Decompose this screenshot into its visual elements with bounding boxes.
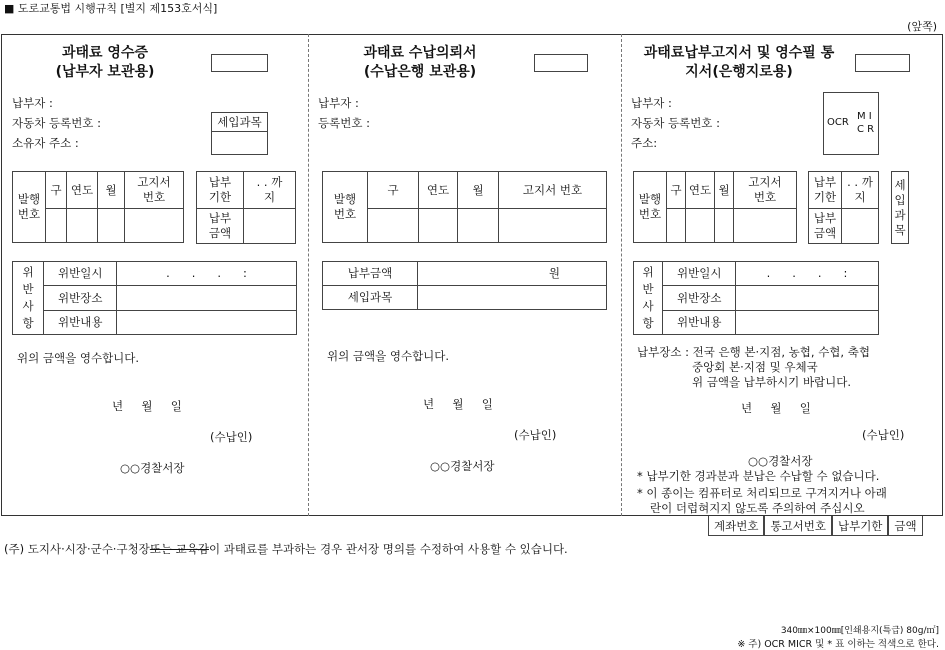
panel1-violation-label: 위 반 사 항 — [13, 262, 44, 335]
panel1-tax-course-table — [211, 112, 268, 155]
panel3-title-line1: 과태료납부고지서 및 영수필 통 — [643, 45, 835, 61]
panel3-pay-request: 위 금액을 납부하시기 바랍니다. — [692, 375, 852, 389]
panel1-amount-value — [244, 209, 296, 244]
panel3-car-reg-label: 자동차 등록번호 : — [631, 116, 720, 130]
panel2-amount-label: 납부금액 — [323, 262, 418, 286]
panel3-address-label: 주소: — [631, 136, 658, 150]
panel3-pay-place-line2: 중앙회 본·지점 및 우체국 — [692, 360, 818, 374]
panel1-stamp-box — [211, 54, 268, 72]
panel2-date-line: 년 월 일 — [423, 397, 493, 411]
panel2-title-line1: 과태료 수납의뢰서 — [363, 45, 477, 61]
panel2-title — [335, 44, 505, 82]
panel2-year-label: 연도 — [419, 172, 458, 209]
ocr-color-note: ※ 주) OCR MICR 및 * 표 이하는 적색으로 한다. — [737, 639, 939, 650]
panel2-issue-table — [322, 171, 607, 243]
panel3-gu-label: 구 — [667, 172, 686, 209]
panel2-tax-course-value — [418, 286, 607, 310]
paper-spec: 340㎜×100㎜[인쇄용지(특급) 80g/㎡] — [780, 626, 939, 636]
panel1-title-line1: 과태료 영수증 — [61, 45, 149, 61]
panel2-title-line2: (수납은행 보관용) — [363, 64, 477, 80]
panel2-car-reg-label: 등록번호 : — [318, 116, 370, 130]
panel3-date-line: 년 월 일 — [741, 401, 811, 415]
panel2-stamp-box — [534, 54, 588, 72]
tab-account-no: 계좌번호 — [708, 516, 764, 536]
panel3-police-chief: ○○경찰서장 — [748, 454, 813, 468]
panel3-amount-label: 납부 금액 — [809, 209, 842, 244]
panel3-due-value: . . 까 지 — [842, 172, 879, 209]
panel3-micr-label: M I C R — [857, 111, 875, 135]
panel1-police-chief: ○○경찰서장 — [120, 461, 185, 475]
panel1-tax-course-label: 세입과목 — [212, 113, 268, 132]
panel1-viol-desc-value — [117, 311, 297, 335]
panel3-viol-desc-label: 위반내용 — [663, 311, 736, 335]
panel3-viol-date-value: . . . : — [736, 262, 879, 286]
panel3-issue-no-label: 발행 번호 — [634, 172, 667, 243]
panel2-tax-course-label: 세입과목 — [323, 286, 418, 310]
footnote-suffix: 이 과태료를 부과하는 경우 관서장 명의를 수정하여 사용할 수 있습니다. — [209, 542, 568, 556]
panel2-payer-label: 납부자 : — [318, 96, 359, 110]
panel3-ocr-micr-box — [823, 92, 879, 155]
panel3-viol-place-value — [736, 286, 879, 311]
panel2-amount-table — [322, 261, 607, 310]
panel1-month-label: 월 — [98, 172, 125, 209]
panel1-date-line: 년 월 일 — [112, 399, 182, 413]
panel3-viol-desc-value — [736, 311, 879, 335]
panel1-issue-table — [12, 171, 184, 243]
panel1-receipt-text: 위의 금액을 영수합니다. — [17, 351, 140, 365]
footnote — [4, 541, 568, 557]
panel1-due-table — [196, 171, 296, 244]
panel2-month-label: 월 — [458, 172, 499, 209]
panel1-viol-desc-label: 위반내용 — [44, 311, 117, 335]
panel3-pay-place-line1: 납부장소 : 전국 은행 본·지점, 농협, 수협, 축협 — [637, 345, 870, 359]
panel1-title-line2: (납부자 보관용) — [55, 64, 155, 80]
panel1-viol-place-label: 위반장소 — [44, 286, 117, 311]
panel1-year-label: 연도 — [67, 172, 98, 209]
panel3-payer-label: 납부자 : — [631, 96, 672, 110]
form-header-title: ■ 도로교통법 시행규칙 [별지 제153호서식] — [4, 2, 218, 15]
panel2-issue-no-label: 발행 번호 — [323, 172, 368, 243]
panel2-notice-no-label: 고지서 번호 — [499, 172, 607, 209]
tab-amount: 금액 — [888, 516, 922, 536]
panel3-year-label: 연도 — [686, 172, 715, 209]
panel3-ocr-label: OCR — [827, 117, 849, 128]
panel3-amount-value — [842, 209, 879, 244]
panel1-violation-table — [12, 261, 297, 335]
panel3-violation-label: 위 반 사 항 — [634, 262, 663, 335]
panel3-title-line2: 지서(은행지로용) — [685, 64, 793, 80]
panel3-issue-table — [633, 171, 797, 243]
footnote-struck-text: 또는 교육감 — [149, 542, 209, 556]
panel3-viol-date-label: 위반일시 — [663, 262, 736, 286]
bottom-field-tabs — [708, 516, 933, 536]
panel1-due-value: . . 까 지 — [244, 172, 296, 209]
panel3-due-label: 납부 기한 — [809, 172, 842, 209]
panel1-due-label: 납부 기한 — [197, 172, 244, 209]
panel1-owner-address-label: 소유자 주소 : — [12, 136, 79, 150]
page-side-label: (앞쪽) — [907, 20, 937, 33]
panel2-receiver: (수납인) — [514, 428, 557, 442]
panel-divider-2 — [621, 34, 622, 516]
tab-due-date: 납부기한 — [832, 516, 888, 536]
panel3-note-2b: 란이 더럽혀지지 않도록 주의하여 주십시오 — [650, 501, 865, 515]
panel1-receiver: (수납인) — [210, 430, 253, 444]
panel1-viol-date-label: 위반일시 — [44, 262, 117, 286]
footnote-prefix: (주) 도지사·시장·군수·구청장 — [4, 542, 150, 556]
panel3-note-2a: * 이 종이는 컴퓨터로 처리되므로 구겨지거나 아래 — [637, 486, 887, 500]
panel1-title — [20, 44, 190, 82]
panel3-month-label: 월 — [715, 172, 734, 209]
panel3-tax-course-label: 세 입 과 목 — [892, 172, 909, 244]
panel3-title — [628, 44, 850, 82]
panel1-viol-place-value — [117, 286, 297, 311]
panel3-viol-place-label: 위반장소 — [663, 286, 736, 311]
panel1-issue-no-label: 발행 번호 — [13, 172, 46, 243]
tab-notice-no: 통고서번호 — [764, 516, 832, 536]
panel3-due-table — [808, 171, 879, 244]
panel3-note-1: * 납부기한 경과분과 분납은 수납할 수 없습니다. — [637, 469, 880, 483]
panel1-payer-label: 납부자 : — [12, 96, 53, 110]
panel1-amount-label: 납부 금액 — [197, 209, 244, 244]
panel1-tax-course-value — [212, 132, 268, 155]
panel3-violation-table — [633, 261, 879, 335]
panel2-won-label: 원 — [418, 262, 607, 286]
panel1-gu-label: 구 — [46, 172, 67, 209]
panel-divider-1 — [308, 34, 309, 516]
panel2-receipt-text: 위의 금액을 영수합니다. — [327, 349, 450, 363]
panel3-notice-no-label: 고지서 번호 — [734, 172, 797, 209]
panel2-gu-label: 구 — [368, 172, 419, 209]
panel1-notice-no-label: 고지서 번호 — [125, 172, 184, 209]
panel1-viol-date-value: . . . : — [117, 262, 297, 286]
panel3-stamp-box — [855, 54, 910, 72]
panel1-car-reg-label: 자동차 등록번호 : — [12, 116, 101, 130]
panel3-tax-course-table — [891, 171, 909, 244]
panel2-police-chief: ○○경찰서장 — [430, 459, 495, 473]
panel3-receiver: (수납인) — [862, 428, 905, 442]
